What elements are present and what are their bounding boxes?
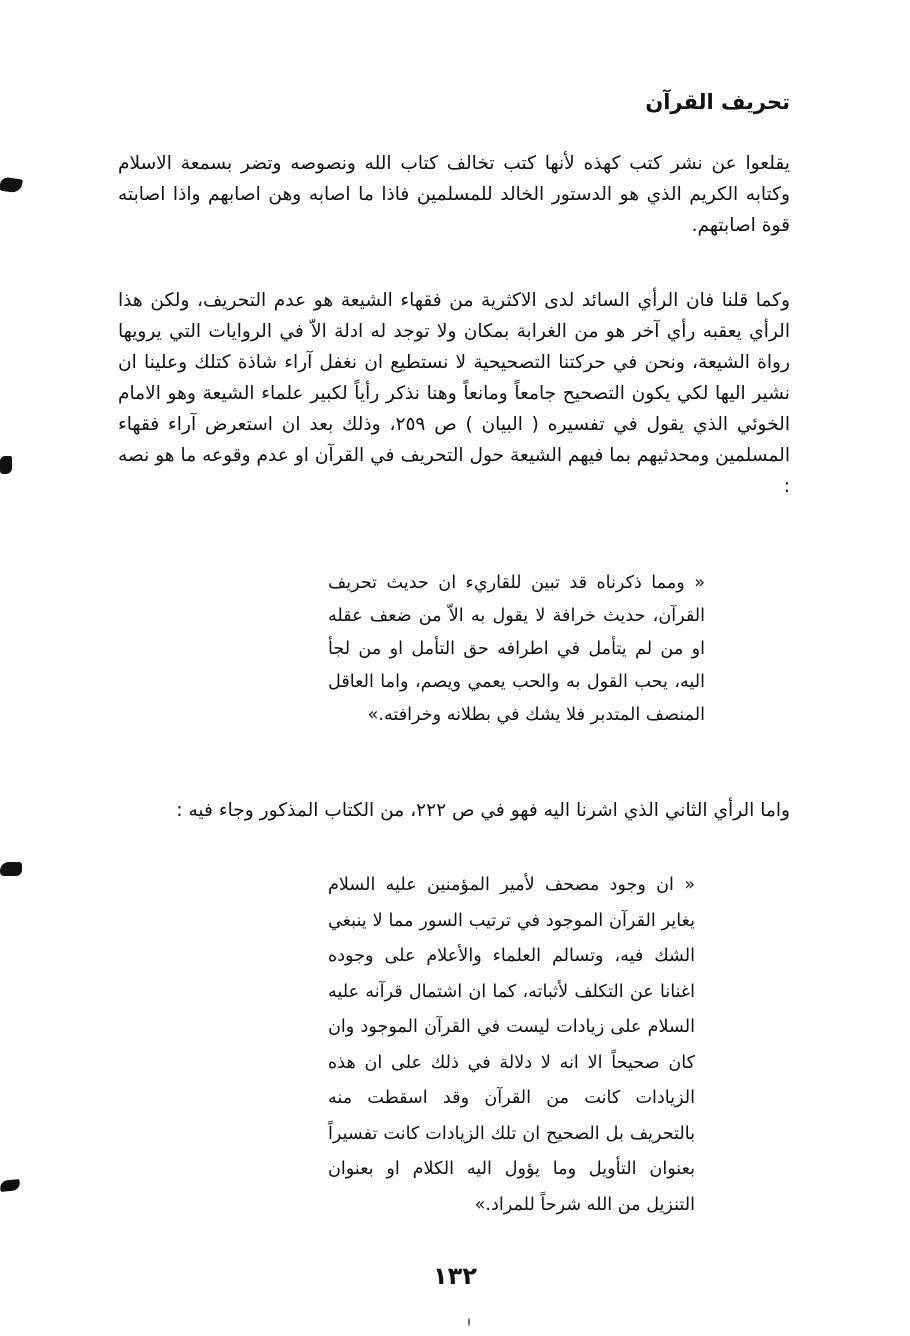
binding-hole-mark xyxy=(0,862,22,876)
running-header-title: تحريف القرآن xyxy=(645,90,790,114)
block-quote-2: « ان وجود مصحف لأمير المؤمنين عليه السلام يغاير القرآن الموجود في ترتيب السور مما لا ينبغي الشك فيه، وتسالم العلماء والأعلام على وجوده اغنانا عن التكلف لأثباته، كما ان اشتمال قرآنه عليه السلام على زيادات ليست في القرآن الموجود وان كان صحيحاً الا انه لا دلالة في ذلك على ان هذه الزيادات كانت من القرآن وقد اسقطت منه بالتحريف بل الصحيح ان تلك الزيادات كانت تفسيراً بعنوان التأويل وما يؤول اليه الكلام او بعنوان التنزيل من الله شرحاً للمراد.» xyxy=(328,875,695,1215)
paragraph-2: وكما قلنا فان الرأي السائد لدى الاكثرية من فقهاء الشيعة هو عدم التحريف، ولكن هذا الرأي يعقبه رأي آخر هو من الغرابة بمكان ولا توجد له ادلة الاّ في الروايات التي يرويها رواة الشيعة، ونحن في حركتنا التصحيحية لا نستطيع ان نغفل آراء شاذة كتلك وعلينا ان نشير اليها لكي يكون التصحيح جامعاً ومانعاً وهنا نذكر رأياً لكبير علماء الشيعة وهو الامام الخوئي الذي يقول في تفسيره ( البيان ) ص ٢٥٩، وذلك بعد ان استعرض آراء فقهاء المسلمين ومحدثيهم بما فيهم الشيعة حول التحريف في القرآن او عدم وقوعه ما هو نصه : xyxy=(118,290,790,497)
binding-hole-mark xyxy=(0,177,23,194)
block-quote-1: « ومما ذكرناه قد تبين للقاريء ان حديث تحريف القرآن، حديث خرافة لا يقول به الاّ من ضعف عقله او من لم يتأمل في اطرافه حق التأمل او من لجأ اليه، يحب القول به والحب يعمي ويصم، واما العاقل المنصف المتدبر فلا يشك في بطلانه وخرافته.» xyxy=(328,573,705,725)
binding-hole-mark xyxy=(0,1179,21,1192)
scan-speck xyxy=(468,1318,470,1326)
paragraph-1: يقلعوا عن نشر كتب كهذه لأنها كتب تخالف كتاب الله ونصوصه وتضر بسمعة الاسلام وكتابه الكريم الذي هو الدستور الخالد للمسلمين فاذا ما اصابه وهن اصابهم واذا اصابته قوة اصابتهم. xyxy=(118,153,790,236)
paragraph-3: واما الرأي الثاني الذي اشرنا اليه فهو في ص ٢٢٢، من الكتاب المذكور وجاء فيه : xyxy=(176,800,790,821)
page-number: ١٣٢ xyxy=(433,1262,477,1290)
binding-hole-mark xyxy=(0,456,12,474)
